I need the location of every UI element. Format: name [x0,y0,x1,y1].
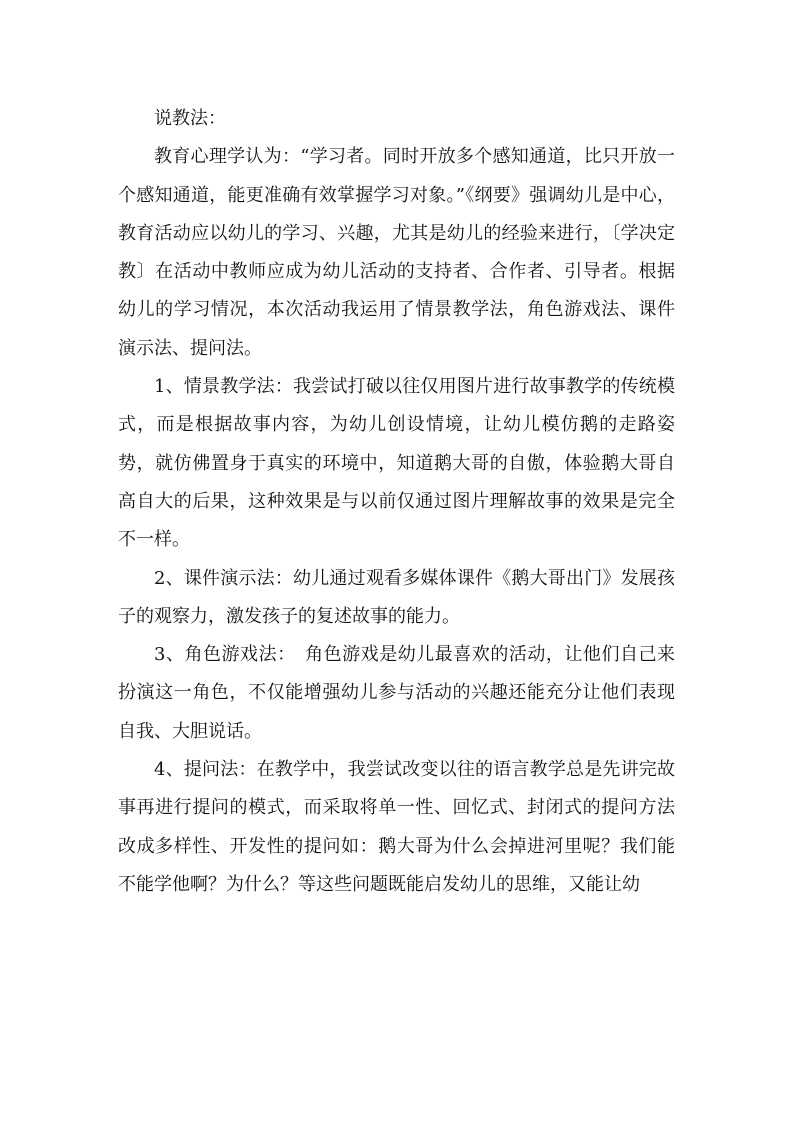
section-heading-teaching-methods: 说教法： [154,108,226,129]
paragraph-method-4-questioning: 4、提问法：在教学中，我尝试改变以往的语言教学总是先讲完故事再进行提问的模式，而采取将单一性、回忆式、封闭式的提问方法改成多样性、开发性的提问如：鹅大哥为什么会掉进河里呢？我们能不能学他啊？为什么？等这些问题既能启发幼儿的思维，又能让幼 [118,759,675,895]
document-body [118,100,675,904]
paragraph-method-2-courseware: 2、课件演示法：幼儿通过观看多媒体课件《鹅大哥出门》发展孩子的观察力，激发孩子的复述故事的能力。 [118,567,675,627]
paragraph-theory: 教育心理学认为：“学习者。同时开放多个感知通道，比只开放一个感知通道，能更准确有效掌握学习对象。”《纲要》强调幼儿是中心，教育活动应以幼儿的学习、兴趣，尤其是幼儿的经验来进行，〔学决定教〕在活动中教师应成为幼儿活动的支持者、合作者、引导者。根据幼儿的学习情况，本次活动我运用了情景教学法，角色游戏法、课件演示法、提问法。 [118,146,675,359]
paragraph-method-3-role-play: 3、角色游戏法： 角色游戏是幼儿最喜欢的活动，让他们自己来扮演这一角色，不仅能增强幼儿参与活动的兴趣还能充分让他们表现自我、大胆说话。 [118,644,675,742]
paragraph-method-1-situational: 1、情景教学法：我尝试打破以往仅用图片进行故事教学的传统模式，而是根据故事内容，为幼儿创设情境，让幼儿模仿鹅的走路姿势，就仿佛置身于真实的环境中，知道鹅大哥的自傲，体验鹅大哥自高自大的后果，这种效果是与以前仅通过图片理解故事的效果是完全不一样。 [118,376,675,551]
